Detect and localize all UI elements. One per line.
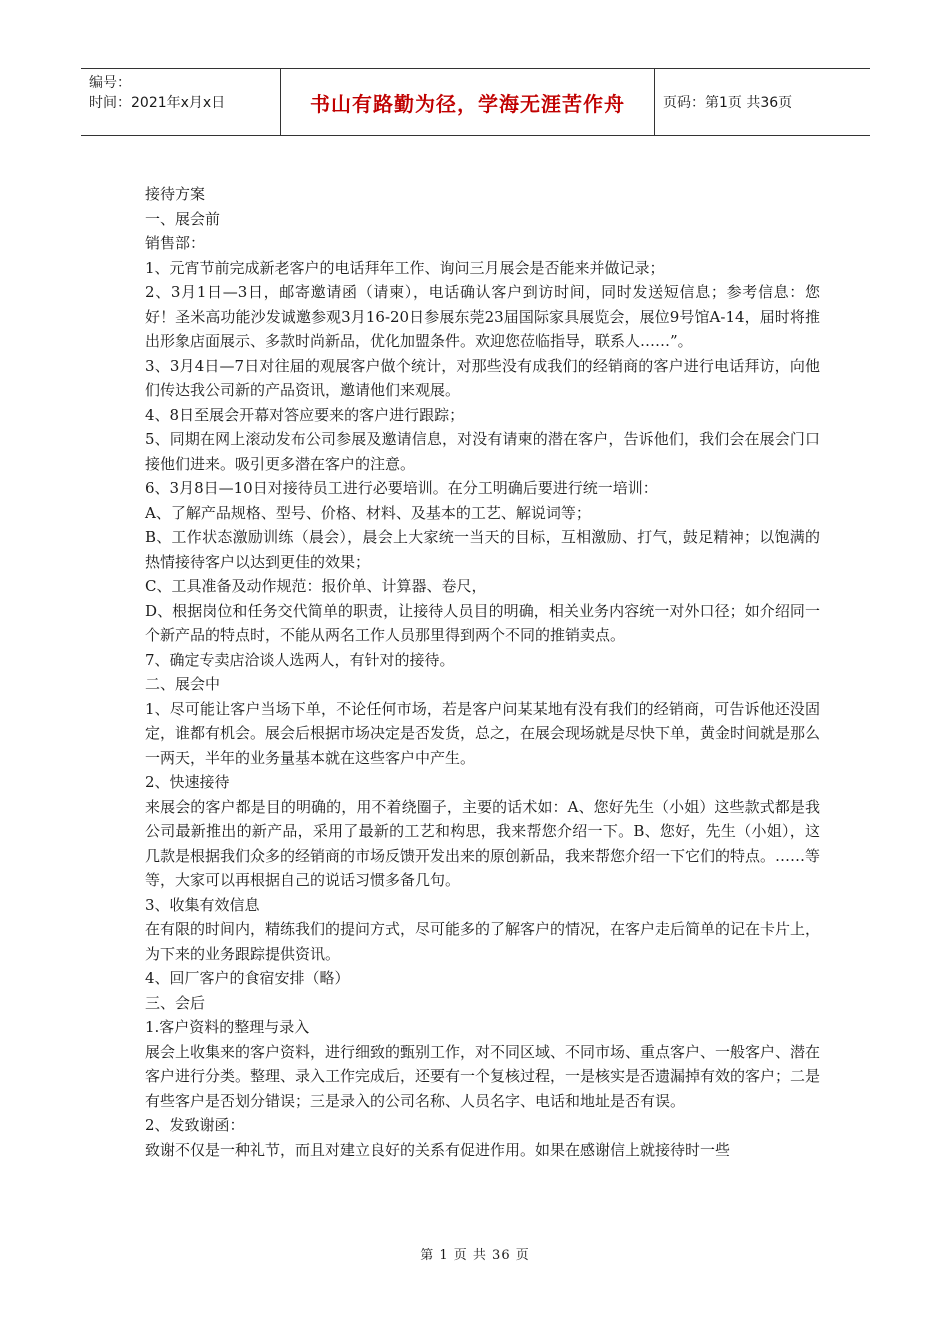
section-heading: 二、展会中 [145,675,221,693]
paragraph: 3、3月4日—7日对往届的观展客户做个统计，对那些没有成我们的经销商的客户进行电话拜访，向他们传达我公司新的产品资讯，邀请他们来观展。 [145,356,820,399]
header-motto: 书山有路勤为径，学海无涯苦作舟 [310,91,625,116]
header-meta [81,69,280,135]
paragraph: C、工具准备及动作规范：报价单、计算器、卷尺， [145,577,487,595]
paragraph: 1、元宵节前完成新老客户的电话拜年工作、询问三月展会是否能来并做记录； [145,258,665,277]
paragraph: 来展会的客户都是目的明确的，用不着绕圈子，主要的话术如：A、您好先生（小姐）这些款式都是我公司最新推出的新产品，采用了最新的工艺和构思，我来帮您介绍一下。B、您好，先生（小姐），这几款是根据我们众多的经销商的市场反馈开发出来的原创新品，我来帮您介绍一下它们的特点。……等等，大家可以再根据自己的说话习惯多备几句。 [145,797,821,889]
paragraph: B、工作状态激励训练（晨会），晨会上大家统一当天的目标，互相激励、打气，鼓足精神；以饱满的热情接待客户以达到更佳的效果； [145,528,820,571]
document-number-label: 编号： [89,75,131,91]
paragraph: A、了解产品规格、型号、价格、材料、及基本的工艺、解说词等； [145,503,591,522]
paragraph: 4、回厂客户的食宿安排（略） [145,969,350,987]
paragraph: 6、3月8日—10日对接待员工进行必要培训。在分工明确后要进行统一培训： [145,479,658,497]
header-page-info: 页码：第1页 共36页 [663,95,793,111]
paragraph: 销售部： [145,234,206,252]
paragraph: 2、3月1日—3日，邮寄邀请函（请柬），电话确认客户到访时间，同时发送短信息；参考信息：您好！圣米高功能沙发诚邀参观3月16-20日参展东莞23届国际家具展览会，展位9号馆A-14，届时将推出形象店面展示、多款时尚新品，优化加盟条件。欢迎您莅临指导，联系人……”。 [145,283,820,350]
paragraph: 7、确定专卖店洽谈人选两人，有针对的接待。 [145,650,455,669]
header-page-info-cell [655,69,870,135]
paragraph: 在有限的时间内，精练我们的提问方式，尽可能多的了解客户的情况，在客户走后简单的记在卡片上，为下来的业务跟踪提供资讯。 [145,920,821,963]
paragraph: 展会上收集来的客户资料，进行细致的甄别工作，对不同区域、不同市场、重点客户、一般客户、潜在客户进行分类。整理、录入工作完成后，还要有一个复核过程，一是核实是否遗漏掉有效的客户；二是有些客户是否划分错误；三是录入的公司名称、人员名字、电话和地址是否有误。 [145,1042,821,1110]
section-heading: 三、会后 [145,993,206,1012]
paragraph: 致谢不仅是一种礼节，而且对建立良好的关系有促进作用。如果在感谢信上就接待时一些 [145,1140,731,1159]
paragraph: 4、8日至展会开幕对答应要来的客户进行跟踪； [145,405,465,424]
section-heading: 一、展会前 [145,209,221,228]
header-motto-cell [280,69,655,135]
paragraph: 2、快速接待 [145,773,230,791]
paragraph: 1.客户资料的整理与录入 [145,1018,310,1036]
paragraph: 1、尽可能让客户当场下单，不论任何市场，若是客户问某某地有没有我们的经销商，可告诉他还没固定，谁都有机会。展会后根据市场决定是否发货，总之，在展会现场就是尽快下单，黄金时间就是那么一两天，半年的业务量基本就在这些客户中产生。 [145,699,821,767]
paragraph: D、根据岗位和任务交代简单的职责，让接待人员目的明确，相关业务内容统一对外口径；如介绍同一个新产品的特点时，不能从两名工作人员那里得到两个不同的推销卖点。 [145,601,820,644]
page-footer: 第 1 页 共 36 页 [420,1248,530,1263]
paragraph: 3、收集有效信息 [145,895,260,914]
doc-title: 接待方案 [145,185,206,203]
paragraph: 2、发致谢函： [145,1116,245,1134]
paragraph: 5、同期在网上滚动发布公司参展及邀请信息，对没有请柬的潜在客户，告诉他们，我们会在展会门口接他们进来。吸引更多潜在客户的注意。 [145,430,820,473]
document-time-label: 时间：2021年x月x日 [89,95,226,111]
document-body [145,182,820,1162]
page-header [81,68,870,136]
